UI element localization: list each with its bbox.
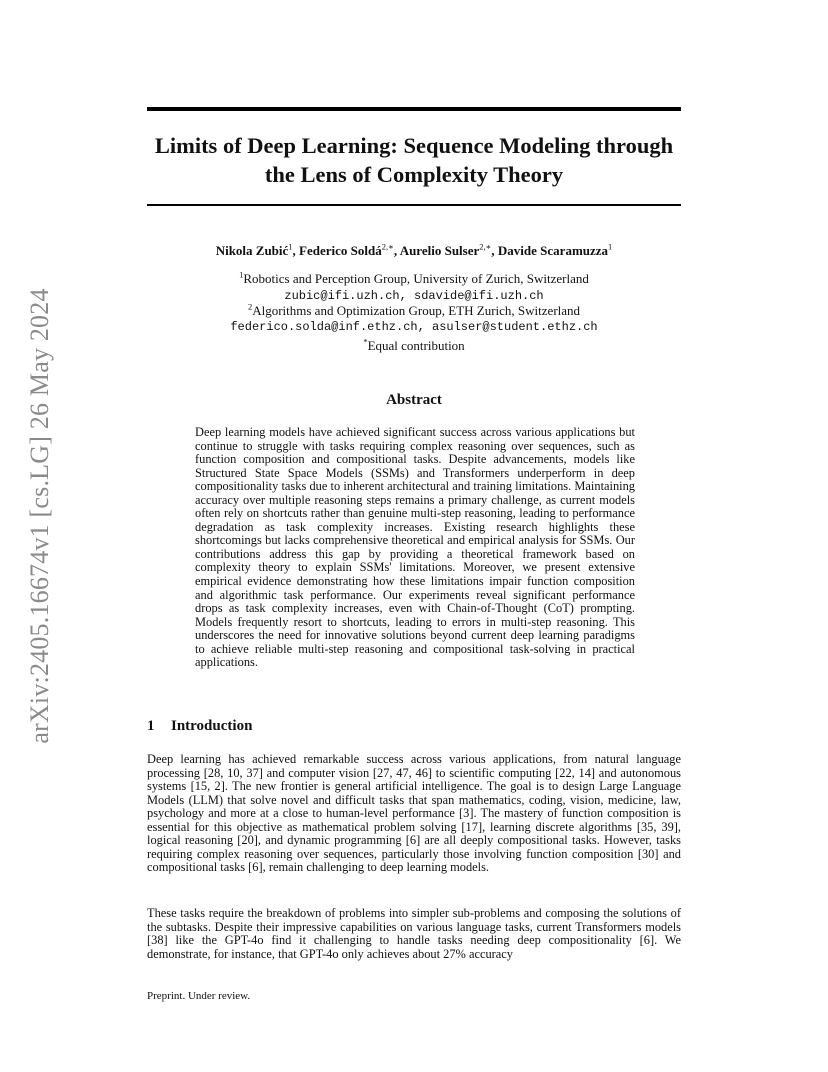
author-list — [100, 242, 728, 259]
author-name: Federico Soldá — [299, 243, 382, 258]
section-number: 1 — [147, 718, 155, 734]
affiliation-name: Algorithms and Optimization Group, ETH Zurich, Switzerland — [252, 303, 581, 318]
title-line-2: the Lens of Complexity Theory — [264, 162, 564, 187]
intro-paragraph-1: Deep learning has achieved remarkable success across various applications, from natural language processing [28, 10, 37] and computer vision [27, 47, 46] to scientific computing [22, 14] and autonomous systems [15, 2]. The new frontier is general artificial intelligence. The goal is to design Large Language Models (LLM) that solve novel and difficult tasks that span mathematics, coding, vision, medicine, law, psychology and more at a close to human-level performance [3]. The mastery of function composition is essential for this objective as mathematical problem solving [17], learning discrete algorithms [35, 39], logical reasoning [20], and dynamic programming [6] are all deeply compositional tasks. However, tasks requiring complex reasoning over sequences, particularly those involving function composition [30] and compositional tasks [6], remain challenging to deep learning models. — [147, 752, 681, 875]
page-footer: Preprint. Under review. — [147, 990, 251, 1002]
title-bottom-rule — [147, 204, 681, 206]
paper-title — [147, 131, 681, 189]
author-affiliation-mark: 2,∗ — [381, 241, 394, 252]
author-separator: , — [491, 243, 498, 258]
author-affiliation-mark: 2,∗ — [479, 241, 492, 252]
affiliation-name: Robotics and Perception Group, University of Zurich, Switzerland — [243, 271, 589, 286]
author-name: Nikola Zubić — [215, 243, 289, 258]
affiliation-2 — [100, 303, 728, 319]
title-top-rule — [147, 107, 681, 111]
affiliation-mark: 2 — [247, 301, 253, 312]
arxiv-identifier: arXiv:2405.16674v1 [cs.LG] 26 May 2024 — [25, 288, 54, 744]
abstract-body: Deep learning models have achieved significant success across various applications but continue to struggle with tasks requiring complex reasoning over sequences, such as function composition and compositional tasks. Despite advancements, models like Structured State Space Models (SSMs) and Transformers underperform in deep compositionality tasks due to inherent architectural and training limitations. Maintaining accuracy over multiple reasoning steps remains a primary challenge, as current models often rely on shortcuts rather than genuine multi-step reasoning, leading to performance degradation as task complexity increases. Existing research highlights these shortcomings but lacks comprehensive theoretical and empirical analysis for SSMs. Our contributions address this gap by providing a theoretical framework based on complexity theory to explain SSMs' limitations. Moreover, we present extensive empirical evidence demonstrating how these limitations impair function composition and algorithmic task performance. Our experiments reveal significant performance drops as task complexity increases, even with Chain-of-Thought (CoT) prompting. Models frequently resort to shortcuts, leading to errors in multi-step reasoning. This underscores the need for innovative solutions beyond current deep learning paradigms to achieve reliable multi-step reasoning and compositional task-solving in practical applications. — [195, 425, 635, 670]
title-line-1: Limits of Deep Learning: Sequence Modeling through — [154, 133, 674, 158]
affiliation-1-emails: zubic@ifi.uzh.ch, sdavide@ifi.uzh.ch — [284, 289, 544, 303]
section-heading — [147, 718, 252, 735]
author-name: Aurelio Sulser — [399, 243, 480, 258]
author-separator: , — [292, 243, 300, 258]
affiliation-2-emails: federico.solda@inf.ethz.ch, asulser@student.ethz.ch — [230, 320, 598, 334]
intro-paragraph-2: These tasks require the breakdown of problems into simpler sub-problems and composing the solutions of the subtasks. Despite their impressive capabilities on various language tasks, current Transformers models [38] like the GPT-4o find it challenging to handle tasks needing deep compositionality [6]. We demonstrate, for instance, that GPT-4o only achieves about 27% accuracy — [147, 906, 681, 961]
author-separator: , — [393, 243, 400, 258]
author-affiliation-mark: 1 — [608, 241, 613, 252]
equal-contribution-mark: * — [363, 336, 368, 347]
section-title: Introduction — [171, 718, 253, 734]
equal-contribution-note — [100, 338, 728, 354]
abstract-heading: Abstract — [386, 392, 442, 408]
equal-contribution-text: Equal contribution — [367, 338, 465, 353]
author-affiliation-mark: 1 — [288, 241, 293, 252]
affiliation-1 — [100, 271, 728, 287]
affiliation-mark: 1 — [239, 269, 244, 280]
author-name: Davide Scaramuzza — [497, 243, 609, 258]
